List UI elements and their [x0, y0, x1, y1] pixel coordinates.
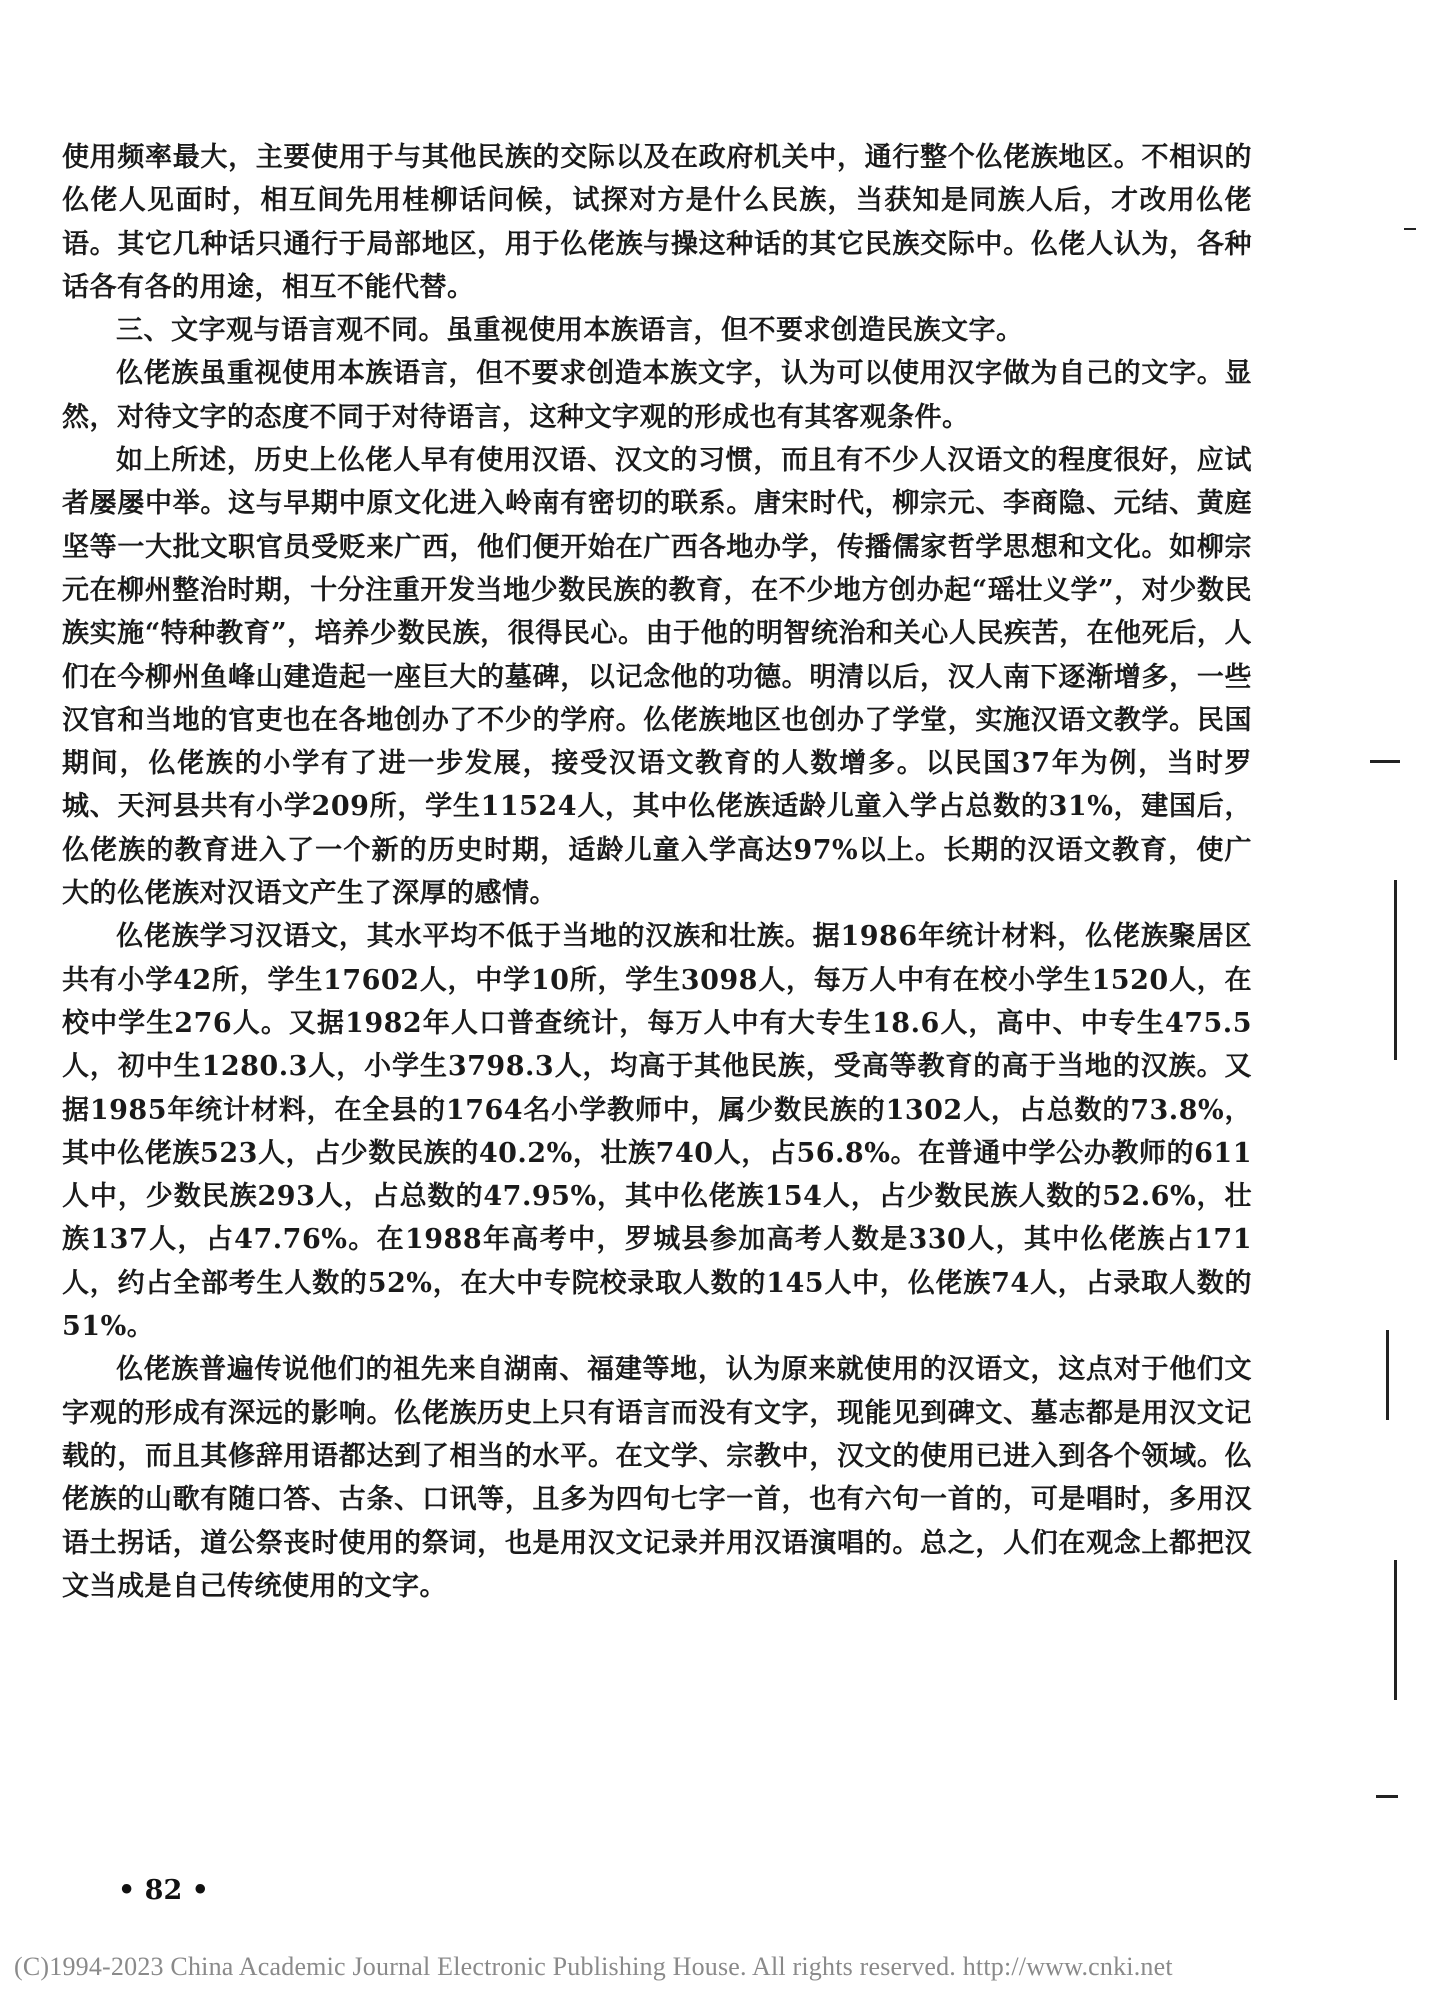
scan-mark	[1394, 1560, 1397, 1700]
paragraph-2-section-heading: 三、文字观与语言观不同。虽重视使用本族语言，但不要求创造民族文字。	[116, 315, 1024, 347]
paragraph-5: 仫佬族学习汉语文，其水平均不低于当地的汉族和壮族。据1986年统计材料，仫佬族聚居区共有小学42所，学生17602人，中学10所，学生3098人，每万人中有在校小学生1520人，在校中学生276人。又据1982年人口普查统计，每万人中有大专生18.6人，高中、中专生475.5人，初中生1280.3人，小学生3798.3人，均高于其他民族，受高等教育的高于当地的汉族。又据1985年统计材料，在全县的1764名小学教师中，属少数民族的1302人，占总数的73.8%，其中仫佬族523人，占少数民族的40.2%，壮族740人，占56.8%。在普通中学公办教师的611人中，少数民族293人，占总数的47.95%，其中仫佬族154人，占少数民族人数的52.6%，壮族137人，占47.76%。在1988年高考中，罗城县参加高考人数是330人，其中仫佬族占171人，约占全部考生人数的52%，在大中专院校录取人数的145人中，仫佬族74人，占录取人数的51%。	[62, 921, 1252, 1343]
article-body	[62, 136, 1252, 1608]
scan-mark	[1404, 228, 1416, 230]
paragraph-3: 仫佬族虽重视使用本族语言，但不要求创造本族文字，认为可以使用汉字做为自己的文字。显然，对待文字的态度不同于对待语言，这种文字观的形成也有其客观条件。	[62, 358, 1252, 433]
paragraph-1: 使用频率最大，主要使用于与其他民族的交际以及在政府机关中，通行整个仫佬族地区。不相识的仫佬人见面时，相互间先用桂柳话问候，试探对方是什么民族，当获知是同族人后，才改用仫佬语。其它几种话只通行于局部地区，用于仫佬族与操这种话的其它民族交际中。仫佬人认为，各种话各有各的用途，相互不能代替。	[62, 142, 1252, 303]
paragraph-4: 如上所述，历史上仫佬人早有使用汉语、汉文的习惯，而且有不少人汉语文的程度很好，应试者屡屡中举。这与早期中原文化进入岭南有密切的联系。唐宋时代，柳宗元、李商隐、元结、黄庭坚等一大批文职官员受贬来广西，他们便开始在广西各地办学，传播儒家哲学思想和文化。如柳宗元在柳州整治时期，十分注重开发当地少数民族的教育，在不少地方创办起“瑶壮义学”，对少数民族实施“特种教育”，培养少数民族，很得民心。由于他的明智统治和关心人民疾苦，在他死后，人们在今柳州鱼峰山建造起一座巨大的墓碑，以记念他的功德。明清以后，汉人南下逐渐增多，一些汉官和当地的官吏也在各地创办了不少的学府。仫佬族地区也创办了学堂，实施汉语文教学。民国期间，仫佬族的小学有了进一步发展，接受汉语文教育的人数增多。以民国37年为例，当时罗城、天河县共有小学209所，学生11524人，其中仫佬族适龄儿童入学占总数的31%，建国后，仫佬族的教育进入了一个新的历史时期，适龄儿童入学高达97%以上。长期的汉语文教育，使广大的仫佬族对汉语文产生了深厚的感情。	[62, 445, 1252, 910]
copyright-notice: (C)1994-2023 China Academic Journal Electronic Publishing House. All rights reserved. http://www.cnki.net	[14, 1952, 1173, 1981]
scan-mark	[1386, 1330, 1389, 1420]
paragraph-6: 仫佬族普遍传说他们的祖先来自湖南、福建等地，认为原来就使用的汉语文，这点对于他们文字观的形成有深远的影响。仫佬族历史上只有语言而没有文字，现能见到碑文、墓志都是用汉文记载的，而且其修辞用语都达到了相当的水平。在文学、宗教中，汉文的使用已进入到各个领域。仫佬族的山歌有随口答、古条、口讯等，且多为四句七字一首，也有六句一首的，可是唱时，多用汉语土拐话，道公祭丧时使用的祭词，也是用汉文记录并用汉语演唱的。总之，人们在观念上都把汉文当成是自己传统使用的文字。	[62, 1354, 1252, 1602]
scan-mark	[1394, 880, 1397, 1060]
page-number: • 82 •	[118, 1875, 209, 1906]
scan-mark	[1376, 1795, 1398, 1798]
scan-mark	[1370, 760, 1400, 763]
